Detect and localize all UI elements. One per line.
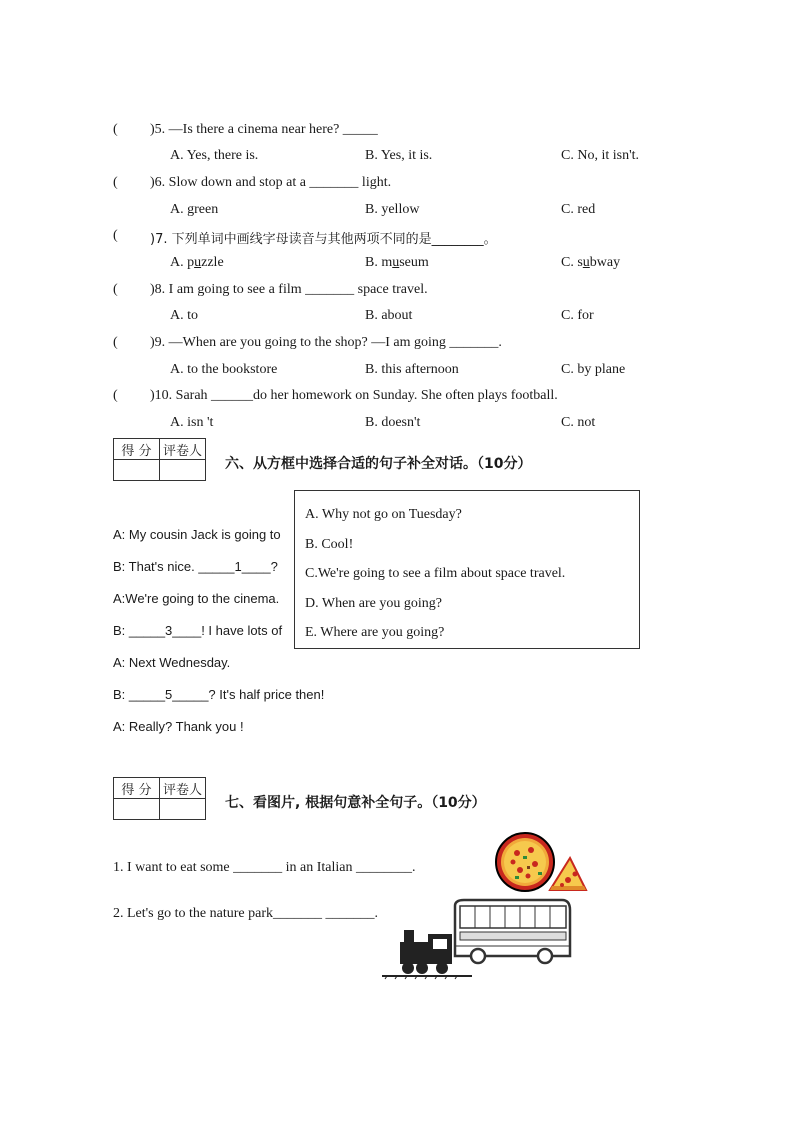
option-a: A. puzzle	[170, 255, 224, 270]
option-a: A. isn 't	[170, 415, 214, 430]
option-c: C. not	[561, 415, 596, 430]
choice-a: A. Why not go on Tuesday?	[305, 507, 462, 522]
grader-label: 评卷人	[160, 439, 206, 460]
option-c: C. subway	[561, 255, 621, 270]
score-table	[113, 438, 206, 481]
question-stem: )10. Sarah ______do her homework on Sunday. She often plays football.	[150, 388, 558, 403]
option-a: A. green	[170, 202, 219, 217]
option-c: C. for	[561, 308, 594, 323]
option-c: C. No, it isn't.	[561, 148, 639, 163]
option-c: C. red	[561, 202, 596, 217]
choice-box	[294, 490, 640, 649]
underlined-letter: u	[194, 255, 202, 270]
sentence-2: 2. Let's go to the nature park_______ _______.	[113, 906, 378, 921]
option-b: B. doesn't	[365, 415, 421, 430]
dialog-line: B: _____3____! I have lots of	[113, 623, 283, 638]
train-icon	[382, 928, 472, 980]
grader-cell[interactable]	[160, 799, 206, 820]
dialog-line: B: That's nice. _____1____?	[113, 559, 278, 574]
sentence-1: 1. I want to eat some _______ in an Italian ________.	[113, 860, 416, 875]
score-cell[interactable]	[114, 460, 160, 481]
paren: (	[113, 335, 118, 350]
section-6-title: 六、从方框中选择合适的句子补全对话。（10分）	[225, 456, 532, 472]
choice-e: E. Where are you going?	[305, 625, 445, 640]
underlined-letter: u	[392, 255, 400, 270]
option-a: A. Yes, there is.	[170, 148, 259, 163]
score-label: 得 分	[114, 439, 160, 460]
question-stem: )9. —When are you going to the shop? —I am going _______.	[150, 335, 502, 350]
dialog-line: A: Really? Thank you !	[113, 719, 244, 734]
score-cell[interactable]	[114, 799, 160, 820]
score-label: 得 分	[114, 778, 160, 799]
choice-b: B. Cool!	[305, 536, 354, 552]
dialog-line: A: Next Wednesday.	[113, 655, 231, 670]
pizza-slice-icon	[548, 856, 588, 894]
question-stem: )6. Slow down and stop at a _______ light.	[150, 175, 392, 190]
option-b: B. about	[365, 308, 413, 323]
option-a: A. to	[170, 308, 198, 323]
question-stem: )8. I am going to see a film _______ space travel.	[150, 282, 428, 297]
grader-cell[interactable]	[160, 460, 206, 481]
option-b: B. Yes, it is.	[365, 148, 433, 163]
choice-c: C.We're going to see a film about space travel.	[305, 566, 566, 581]
paren: (	[113, 282, 118, 297]
option-b: B. this afternoon	[365, 362, 459, 377]
grader-label: 评卷人	[160, 778, 206, 799]
paren: (	[113, 388, 118, 403]
underlined-letter: u	[582, 255, 590, 270]
option-b: B. yellow	[365, 202, 420, 217]
dialog-line: A:We're going to the cinema.	[113, 591, 280, 606]
option-c: C. by plane	[561, 362, 626, 377]
question-stem: )7. 下列单词中画线字母读音与其他两项不同的是________。	[150, 232, 497, 247]
section-7-title: 七、看图片, 根据句意补全句子。（10分）	[225, 795, 486, 811]
option-b: B. museum	[365, 255, 429, 270]
paren: (	[113, 175, 118, 190]
choice-d: D. When are you going?	[305, 595, 442, 611]
dialog-line: B: _____5_____? It's half price then!	[113, 687, 325, 702]
paren: (	[113, 122, 118, 137]
score-table	[113, 777, 206, 820]
paren: (	[113, 228, 118, 243]
question-stem: )5. —Is there a cinema near here? _____	[150, 122, 378, 137]
dialog-line: A: My cousin Jack is going to	[113, 527, 281, 542]
option-a: A. to the bookstore	[170, 362, 278, 377]
